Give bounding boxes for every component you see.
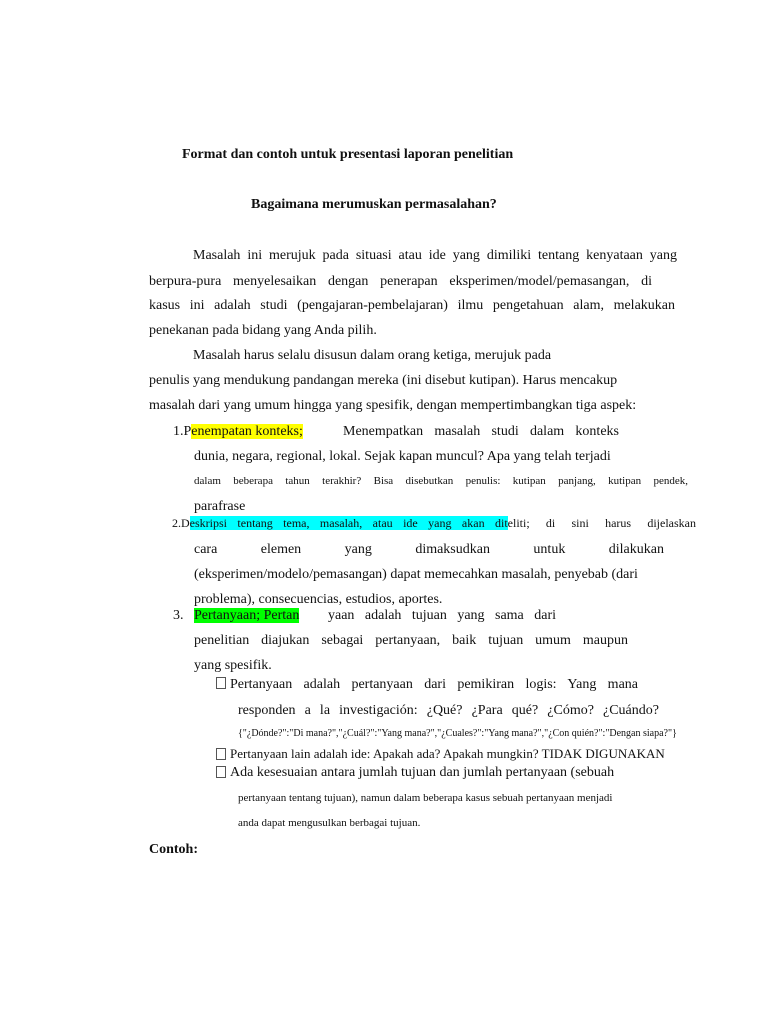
list-item-3-line-3: yang spesifik. xyxy=(194,658,272,673)
document-subtitle: Bagaimana merumuskan permasalahan? xyxy=(251,197,497,212)
list-item-1-line-2: dunia, negara, regional, lokal. Sejak kapan muncul? Apa yang telah terjadi xyxy=(194,449,611,464)
checkbox-bullet-icon xyxy=(216,766,226,778)
paragraph-1-line-3: kasus ini adalah studi (pengajaran-pembelajaran) ilmu pengetahuan alam, melakukan xyxy=(149,298,675,313)
list-item-1-line-3: dalam beberapa tahun terakhir? Bisa disebutkan penulis: kutipan panjang, kutipan pendek, xyxy=(194,475,688,487)
list-item-3-number: 3. xyxy=(173,608,184,623)
bullet-item-1-line-2: responden a la investigación: ¿Qué? ¿Para qué? ¿Cómo? ¿Cuándo? xyxy=(238,703,659,718)
bullet-item-1-line-1: Pertanyaan adalah pertanyaan dari pemikiran logis: Yang mana xyxy=(230,677,638,692)
list-item-3-line-2: penelitian diajukan sebagai pertanyaan, baik tujuan umum maupun xyxy=(194,633,628,648)
bullet-item-1 xyxy=(216,677,638,694)
list-item-1-line-4: parafrase xyxy=(194,499,246,514)
list-item-1 xyxy=(173,424,619,441)
list-item-2-number: 2.D xyxy=(172,516,190,530)
list-item-3 xyxy=(173,608,556,625)
checkbox-bullet-icon xyxy=(216,677,226,689)
paragraph-1-line-2: berpura-pura menyelesaikan dengan penerapan eksperimen/model/pemasangan, di xyxy=(149,274,652,289)
paragraph-1-line-1: Masalah ini merujuk pada situasi atau ide yang dimiliki tentang kenyataan yang xyxy=(193,248,677,263)
paragraph-2-line-3: masalah dari yang umum hingga yang spesifik, dengan mempertimbangkan tiga aspek: xyxy=(149,398,637,413)
list-item-1-rest: Menempatkan masalah studi dalam konteks xyxy=(343,424,619,439)
paragraph-1-line-4: penekanan pada bidang yang Anda pilih. xyxy=(149,323,377,338)
checkbox-bullet-icon xyxy=(216,748,226,760)
paragraph-2-line-2: penulis yang mendukung pandangan mereka (ini disebut kutipan). Harus mencakup xyxy=(149,373,618,388)
list-item-2-line-2: cara elemen yang dimaksudkan untuk dilakukan xyxy=(194,542,664,557)
bullet-item-3-line-1: Ada kesesuaian antara jumlah tujuan dan jumlah pertanyaan (sebuah xyxy=(230,765,615,780)
bullet-item-3-line-2: pertanyaan tentang tujuan), namun dalam beberapa kasus sebuah pertanyaan menjadi xyxy=(238,792,613,804)
highlight-cyan: eskripsi tentang tema, masalah, atau ide yang akan dit xyxy=(189,516,508,530)
example-label: Contoh: xyxy=(149,842,199,857)
list-item-2-line-3: (eksperimen/modelo/pemasangan) dapat memecahkan masalah, penyebab (dari xyxy=(194,567,638,582)
bullet-item-1-line-3: {"¿Dónde?":"Di mana?","¿Cuál?":"Yang mana?","¿Cuales?":"Yang mana?","¿Con quién?":"Dengan siapa?"} xyxy=(238,728,677,739)
bullet-item-3 xyxy=(216,765,614,782)
bullet-item-2-text: Pertanyaan lain adalah ide: Apakah ada? Apakah mungkin? TIDAK DIGUNAKAN xyxy=(230,746,665,761)
list-item-2-rest: eliti; di sini harus dijelaskan xyxy=(507,516,696,530)
bullet-item-2 xyxy=(216,746,665,762)
highlight-green: Pertanyaan; Pertan xyxy=(194,608,300,623)
document-title: Format dan contoh untuk presentasi laporan penelitian xyxy=(182,147,514,162)
bullet-item-3-line-3: anda dapat mengusulkan berbagai tujuan. xyxy=(238,817,421,829)
list-item-1-number: 1.P xyxy=(173,424,192,439)
list-item-3-rest: yaan adalah tujuan yang sama dari xyxy=(328,608,556,623)
list-item-2-line-4: problema), consecuencias, estudios, aportes. xyxy=(194,592,443,607)
paragraph-2-line-1: Masalah harus selalu disusun dalam orang ketiga, merujuk pada xyxy=(193,348,552,363)
list-item-2 xyxy=(172,516,696,530)
highlight-yellow: enempatan konteks; xyxy=(191,424,303,439)
